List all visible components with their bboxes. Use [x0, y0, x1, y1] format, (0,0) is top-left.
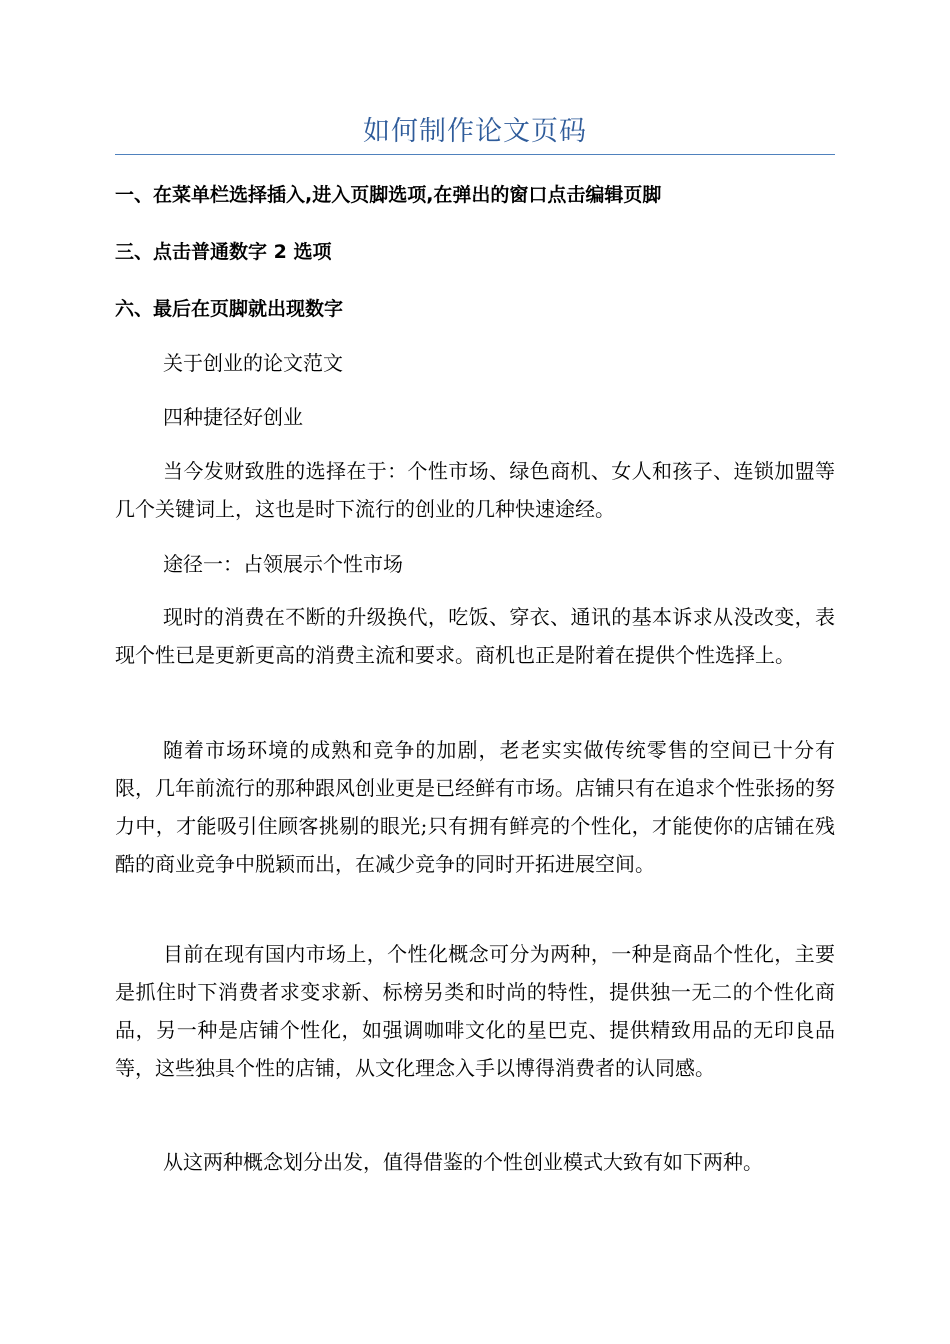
essay-title-paragraph: 关于创业的论文范文: [163, 351, 343, 375]
essay-subtitle-paragraph: 四种捷径好创业: [163, 405, 303, 429]
step-heading-2: 三、点击普通数字 2 选项: [115, 241, 332, 263]
body-paragraph: 当今发财致胜的选择在于：个性市场、绿色商机、女人和孩子、连锁加盟等几个关键词上，这也是时下流行的创业的几种快速途经。: [115, 459, 835, 521]
step-heading-3: 六、最后在页脚就出现数字: [115, 298, 344, 320]
document-title: 如何制作论文页码: [363, 116, 587, 147]
body-paragraph: 目前在现有国内市场上，个性化概念可分为两种，一种是商品个性化，主要是抓住时下消费者求变求新、标榜另类和时尚的特性，提供独一无二的个性化商品，另一种是店铺个性化，如强调咖啡文化的星巴克、提供精致用品的无印良品等，这些独具个性的店铺，从文化理念入手以博得消费者的认同感。: [115, 942, 835, 1080]
section-heading-paragraph: 途径一：占领展示个性市场: [163, 552, 403, 576]
body-paragraph: 从这两种概念划分出发，值得借鉴的个性创业模式大致有如下两种。: [163, 1150, 763, 1174]
body-paragraph: 现时的消费在不断的升级换代，吃饭、穿衣、通讯的基本诉求从没改变，表现个性已是更新更高的消费主流和要求。商机也正是附着在提供个性选择上。: [115, 605, 835, 667]
title-underline: [115, 154, 835, 155]
body-paragraph: 随着市场环境的成熟和竞争的加剧，老老实实做传统零售的空间已十分有限，几年前流行的那种跟风创业更是已经鲜有市场。店铺只有在追求个性张扬的努力中，才能吸引住顾客挑剔的眼光;只有拥有鲜亮的个性化，才能使你的店铺在残酷的商业竞争中脱颖而出，在减少竞争的同时开拓进展空间。: [115, 738, 835, 876]
step-heading-1: 一、在菜单栏选择插入,进入页脚选项,在弹出的窗口点击编辑页脚: [115, 184, 662, 206]
